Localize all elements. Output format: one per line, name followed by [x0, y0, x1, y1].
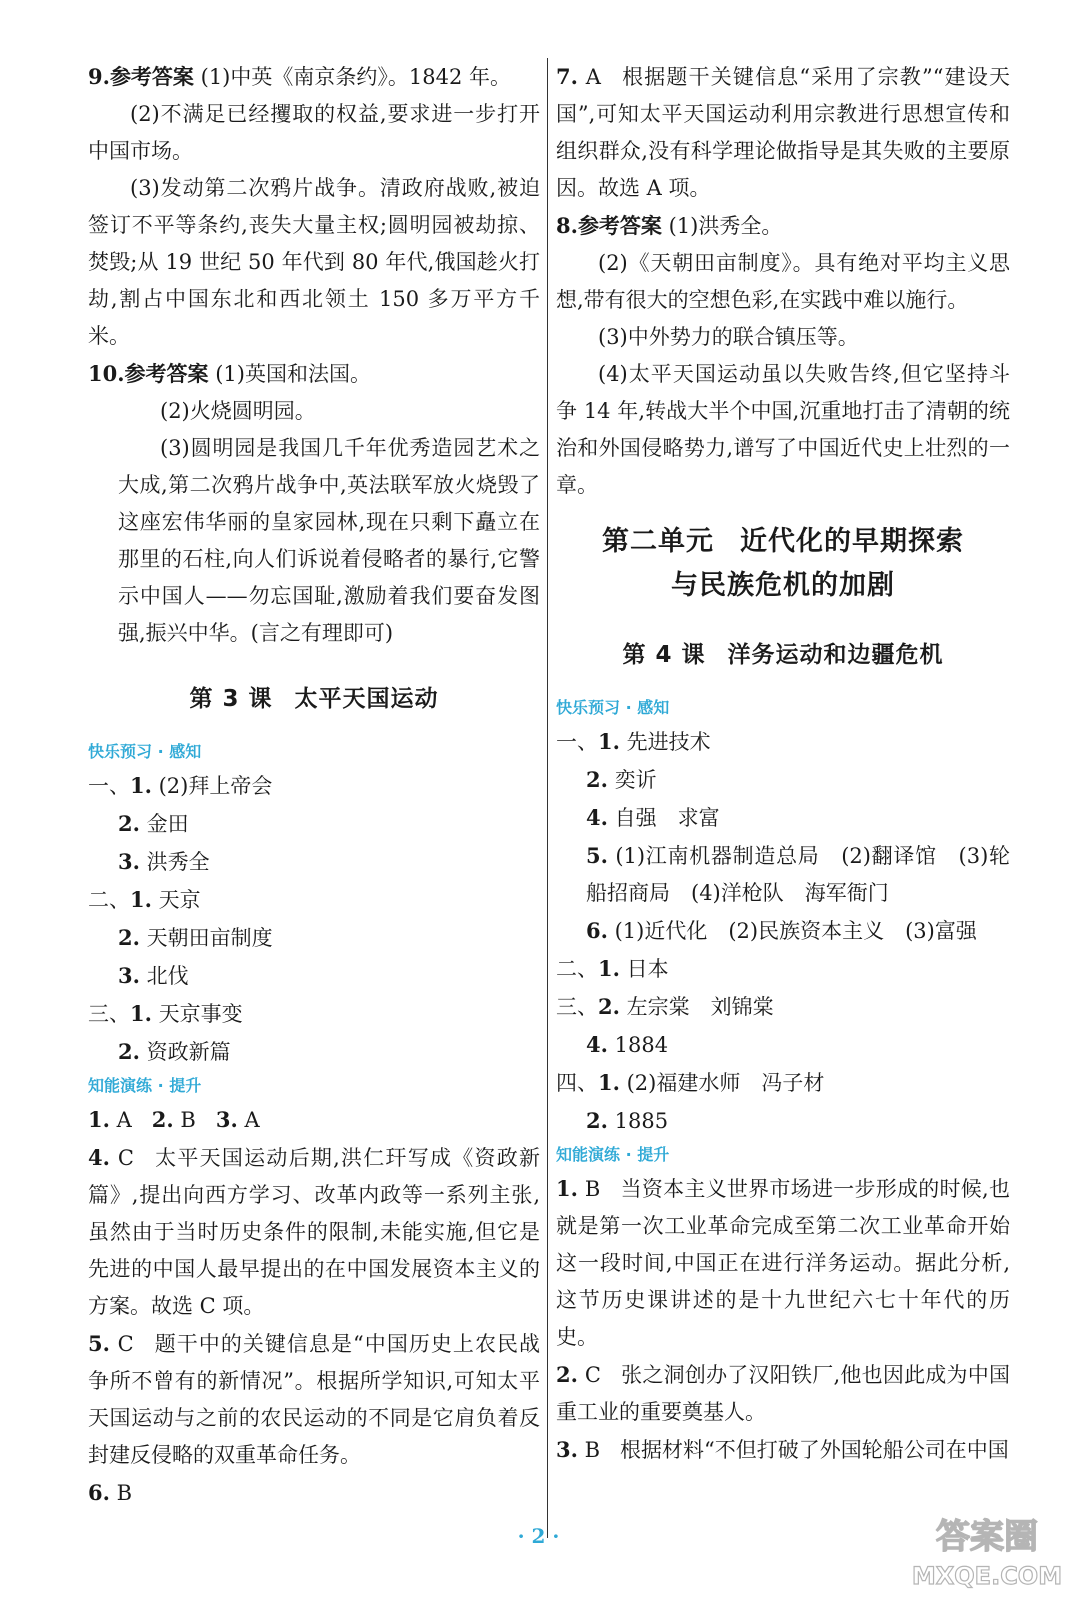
unit-title-1: 近代化的早期探索: [740, 526, 964, 557]
preview-item-answer: 资政新篇: [139, 1040, 231, 1064]
q7-number: 7.: [556, 64, 578, 89]
q4-text: 太平天国运动后期,洪仁玕写成《资政新篇》,提出向西方学习、改革内政等一系列主张,虽然由于当时历史条件的限制,未能实施,但它是先进的中国人最早提出的在中国发展资本主义的方案。故选 C 项。: [88, 1146, 540, 1318]
q5-choice: C: [109, 1332, 134, 1356]
lesson-4-title: 洋务运动和边疆危机: [727, 642, 944, 668]
right-column: [556, 58, 1010, 1469]
q6-answer: [88, 1474, 540, 1512]
preview-section-marker: 四、: [556, 1071, 598, 1095]
preview-section-marker: 三、: [556, 995, 598, 1019]
preview-item: [556, 988, 1010, 1026]
q4-choice: C: [109, 1146, 134, 1170]
preview-item-number: 2.: [586, 767, 608, 792]
preview-item-number: 4.: [586, 805, 608, 830]
q10-answer-1: [88, 355, 540, 393]
q10-answer-2: (2)火烧圆明园。: [160, 399, 316, 423]
r-q1-choice: B: [577, 1177, 601, 1201]
r-q2-explanation: [556, 1356, 1010, 1431]
preview-item-answer: 1884: [607, 1033, 669, 1057]
preview-item: [556, 837, 1010, 912]
preview-item: [88, 957, 540, 995]
lesson-4-heading: [556, 636, 1010, 669]
r-q3-choice: B: [577, 1438, 601, 1462]
r-q2-choice: C: [577, 1363, 601, 1387]
mc-answer: A: [109, 1108, 132, 1132]
preview-section-marker: 三、: [88, 1002, 130, 1026]
q9-answer-2: (2)不满足已经攫取的权益,要求进一步打开中国市场。: [88, 102, 540, 163]
mc-number: 2.: [151, 1107, 174, 1132]
preview-item: [556, 1102, 1010, 1140]
preview-item-number: 1.: [130, 1001, 152, 1026]
preview-item-number: 3.: [118, 963, 140, 988]
preview-item-answer: 先进技术: [619, 730, 711, 754]
q8-a1: (1)洪秀全。: [668, 214, 783, 238]
q9-number: 9.: [88, 64, 110, 89]
preview-section-marker: 二、: [88, 888, 130, 912]
preview-item-number: 2.: [586, 1108, 608, 1133]
preview-item-number: 6.: [586, 918, 608, 943]
q9-answer-3: (3)发动第二次鸦片战争。清政府战败,被迫签订不平等条约,丧失大量主权;圆明园被劫掠、焚毁;从 19 世纪 50 年代到 80 年代,俄国趁火打劫,割占中国东北和西北领土 150 多万平方千米。: [88, 176, 540, 348]
preview-item-answer: 日本: [619, 957, 669, 981]
preview-item: [88, 843, 540, 881]
q8-answer-4: (4)太平天国运动虽以失败告终,但它坚持斗争 14 年,转战大半个中国,沉重地打击了清朝的统治和外国侵略势力,谱写了中国近代史上壮烈的一章。: [556, 362, 1010, 497]
unit-2-heading: [556, 520, 1010, 608]
q7-choice: A: [577, 65, 601, 89]
mc-answer: A: [237, 1108, 260, 1132]
preview-item-answer: 奕䜣: [607, 768, 657, 792]
preview-item-number: 1.: [130, 887, 152, 912]
q5-explanation: [88, 1325, 540, 1474]
preview-item-answer: 自强 求富: [607, 806, 720, 830]
watermark-bottom-text: MXQE.COM: [911, 1562, 1063, 1590]
preview-item-number: 1.: [130, 773, 152, 798]
lesson-3-number: 第 3 课: [189, 686, 273, 712]
preview-item-answer: 1885: [607, 1109, 669, 1133]
q7-text: 根据题干关键信息“采用了宗教”“建设天国”,可知太平天国运动利用宗教进行思想宣传和组织群众,没有科学理论做指导是其失败的主要原因。故选 A 项。: [556, 65, 1010, 200]
preview-item-answer: 北伐: [139, 964, 189, 988]
watermark-logo: [907, 1508, 1067, 1592]
preview-item-answer: (2)福建水师 冯子材: [619, 1071, 825, 1095]
preview-item: [88, 805, 540, 843]
preview-item-number: 1.: [598, 956, 620, 981]
unit-2-line-1: [556, 520, 1010, 564]
preview-item-answer: 天京: [151, 888, 201, 912]
page-number: · 2 ·: [517, 1524, 560, 1548]
r-q1-text: 当资本主义世界市场进一步形成的时候,也就是第一次工业革命完成至第二次工业革命开始这一段时间,中国正在进行洋务运动。据此分析,这节历史课讲述的是十九世纪六七十年代的历史。: [556, 1177, 1010, 1349]
preview-item-answer: (1)近代化 (2)民族资本主义 (3)富强: [607, 919, 977, 943]
lesson-3-title: 太平天国运动: [294, 686, 439, 712]
preview-item: [88, 767, 540, 805]
r-q1-number: 1.: [556, 1176, 578, 1201]
preview-item-number: 3.: [118, 849, 140, 874]
preview-item-number: 4.: [586, 1032, 608, 1057]
preview-item-number: 2.: [118, 811, 140, 836]
q8-answer-2: (2)《天朝田亩制度》。具有绝对平均主义思想,带有很大的空想色彩,在实践中难以施行。: [556, 251, 1010, 312]
preview-section-marker: 二、: [556, 957, 598, 981]
preview-item-number: 1.: [598, 1070, 620, 1095]
q8-label: 参考答案: [577, 213, 662, 238]
r-q3-number: 3.: [556, 1437, 578, 1462]
preview-item-answer: 左宗棠 刘锦棠: [619, 995, 774, 1019]
q10-answer-3: (3)圆明园是我国几千年优秀造园艺术之大成,第二次鸦片战争中,英法联军放火烧毁了这座宏伟华丽的皇家园林,现在只剩下矗立在那里的石柱,向人们诉说着侵略者的暴行,它警示中国人——勿忘国耻,激励着我们要奋发图强,振兴中华。(言之有理即可): [118, 436, 540, 645]
q10-a1: (1)英国和法国。: [215, 362, 371, 386]
q10-number: 10.: [88, 361, 125, 386]
q6-choice: B: [109, 1481, 133, 1505]
r-q1-explanation: [556, 1170, 1010, 1356]
section-preview-label: 快乐预习 · 感知: [556, 698, 670, 717]
lesson-4-number: 第 4 课: [622, 642, 706, 668]
unit-title-2: 与民族危机的加剧: [671, 570, 895, 601]
preview-item: [88, 881, 540, 919]
watermark-top-text: 答案圈: [936, 1517, 1038, 1557]
preview-section-marker: 一、: [556, 730, 598, 754]
q8-answer-3: (3)中外势力的联合镇压等。: [598, 325, 859, 349]
r-q2-text: 张之洞创办了汉阳铁厂,他也因此成为中国重工业的重要奠基人。: [556, 1363, 1010, 1424]
lesson-3-heading: [88, 680, 540, 713]
mc-answer: B: [173, 1108, 196, 1132]
q5-number: 5.: [88, 1331, 110, 1356]
preview-item: [88, 919, 540, 957]
q8-answer-1: [556, 207, 1010, 245]
preview-item: [556, 912, 1010, 950]
mc-answers-1-3: [88, 1101, 540, 1139]
preview-item: [556, 1064, 1010, 1102]
left-column: [88, 58, 540, 1512]
mc-number: 3.: [215, 1107, 238, 1132]
column-divider: [547, 58, 548, 1538]
q9-label: 参考答案: [109, 64, 194, 89]
section-preview-label: 快乐预习 · 感知: [88, 742, 202, 761]
q7-explanation: [556, 58, 1010, 207]
preview-item: [88, 1033, 540, 1071]
preview-item-number: 2.: [598, 994, 620, 1019]
r-q3-text: 根据材料“不但打破了外国轮船公司在中国: [620, 1438, 1009, 1462]
preview-item-answer: 天京事变: [151, 1002, 243, 1026]
preview-item: [556, 799, 1010, 837]
preview-item: [556, 950, 1010, 988]
unit-number: 第二单元: [602, 526, 714, 557]
preview-item-number: 5.: [586, 843, 608, 868]
preview-item: [556, 761, 1010, 799]
preview-item: [556, 1026, 1010, 1064]
preview-item: [556, 723, 1010, 761]
mc-number: 1.: [88, 1107, 110, 1132]
q6-number: 6.: [88, 1480, 110, 1505]
q10-label: 参考答案: [124, 361, 209, 386]
q5-text: 题干中的关键信息是“中国历史上农民战争所不曾有的新情况”。根据所学知识,可知太平天国运动与之前的农民运动的不同是它肩负着反封建反侵略的双重革命任务。: [88, 1332, 541, 1467]
r-q3-explanation: [556, 1431, 1010, 1469]
section-practice-label: 知能演练 · 提升: [88, 1076, 202, 1095]
preview-item-answer: (1)江南机器制造总局 (2)翻译馆 (3)轮船招商局 (4)洋枪队 海军衙门: [586, 844, 1010, 905]
preview-answer-list: [88, 767, 540, 1071]
preview-item-answer: (2)拜上帝会: [151, 774, 273, 798]
r-q2-number: 2.: [556, 1362, 578, 1387]
q8-number: 8.: [556, 213, 578, 238]
preview-section-marker: 一、: [88, 774, 130, 798]
q4-number: 4.: [88, 1145, 110, 1170]
section-practice-label: 知能演练 · 提升: [556, 1145, 670, 1164]
preview-item-answer: 洪秀全: [139, 850, 210, 874]
preview-item-number: 2.: [118, 925, 140, 950]
q9-a1: (1)中英《南京条约》。1842 年。: [200, 65, 511, 89]
q9-answer-1: [88, 58, 540, 96]
q4-explanation: [88, 1139, 540, 1325]
preview-item: [88, 995, 540, 1033]
preview-item-answer: 天朝田亩制度: [139, 926, 273, 950]
preview-item-number: 2.: [118, 1039, 140, 1064]
preview-answer-list: [556, 723, 1010, 1140]
preview-item-answer: 金田: [139, 812, 189, 836]
preview-item-number: 1.: [598, 729, 620, 754]
